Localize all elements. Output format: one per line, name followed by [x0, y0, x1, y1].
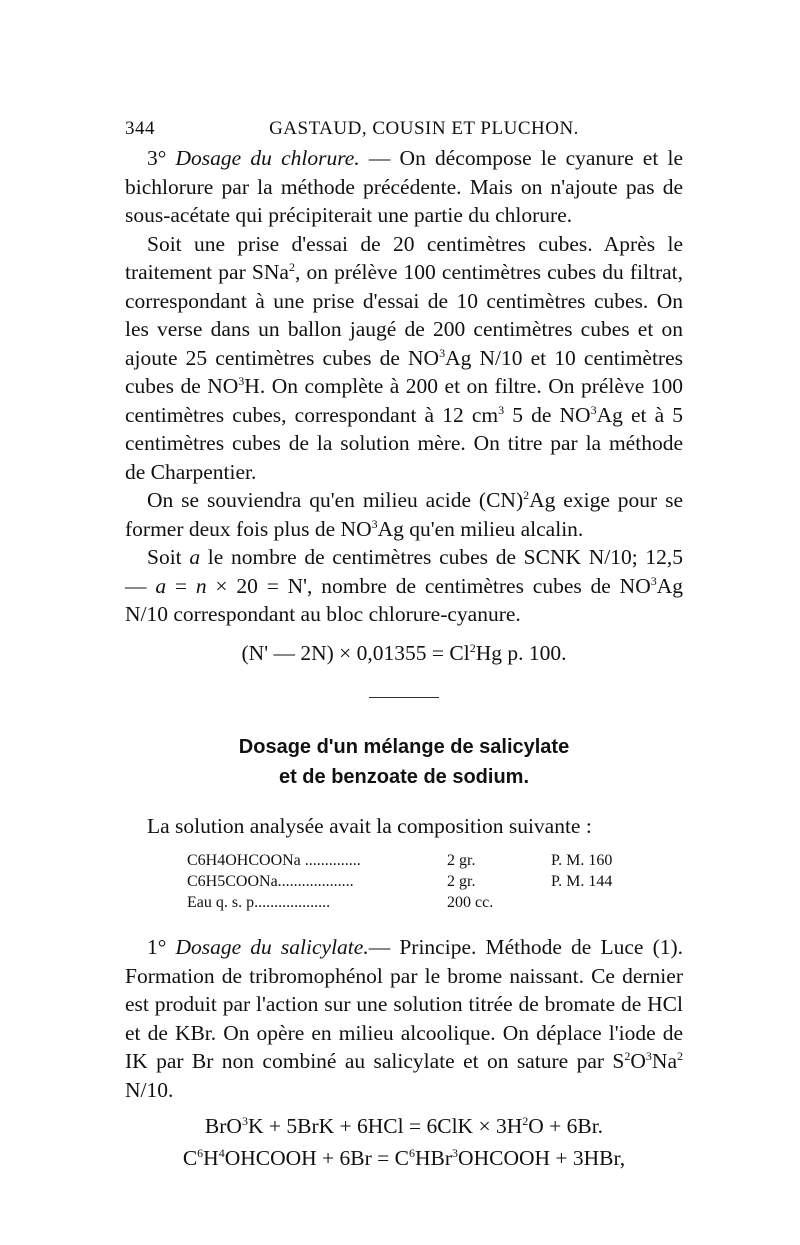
section-heading: Dosage d'un mélange de salicylate et de benzoate de sodium. — [238, 735, 570, 788]
composition-table — [187, 850, 683, 913]
paragraph-composition-intro: La solution analysée avait la composition suivante : — [147, 813, 592, 838]
page — [125, 118, 683, 1174]
paragraph-calculation: Soit a le nombre de centimètres cubes de SCNK N/10; 12,5 — a = n × 20 = N', nombre de centimètres cubes de $NO^3Ag$ N/10 correspondant au bloc chlorure-cyanure. — [125, 545, 683, 626]
paragraph-procedure: Soit une prise d'essai de 20 centimètres cubes. Après le traitement par SNa$^2$, on prélève 100 centimètres cubes du filtrat, correspondant à une prise d'essai de 10 centimètres cubes. On les verse dans un ballon jaugé de 200 centimètres cubes et on ajoute 25 centimètres cubes de $NO^3Ag$ N/10 et 10 centimètres cubes de $NO^3H$. On complète à 200 et on filtre. On prélève 100 centimètres cubes, correspondant à 12 $cm^3$ 5 de $NO^3Ag$ et à 5 centimètres cubes de la solution mère. On titre par la méthode de Charpentier. — [125, 231, 684, 484]
equation-bromate: $BrO^3K + 5BrK + 6HCl = 6ClK \times 3H^2O + 6Br$. — [204, 1114, 604, 1138]
section-number: 3° — [147, 146, 176, 170]
equation-salicylic: $C^6H^4OHCOOH + 6Br$ = $C^6HBr^3OHCOOH + 3HBr$, — [182, 1146, 626, 1170]
subsection-title: Dosage du salicylate. — [175, 935, 369, 959]
section-title: Dosage du chlorure. — [175, 146, 360, 170]
table-row: C6H5COONa................... 2 gr. P. M. 144 — [187, 873, 613, 890]
paragraph-note: On se souviendra qu'en milieu acide (CN)$^2$Ag exige pour se former deux fois plus de $NO^3Ag$ qu'en milieu alcalin. — [125, 488, 684, 541]
paragraph-salicylate: 1° Dosage du salicylate.— Principe. Méthode de Luce (1). Formation de tribromophénol par le brome naissant. Ce dernier est produit par l'action sur une solution titrée de bromate de HCl et de KBr. On opère en milieu alcoolique. On déplace l'iode de IK par Br non combiné au salicylate et on sature par $S^2O^3Na^2$ N/10. — [125, 935, 684, 1102]
equation-chloride: (N' — $2N) \times 0,01355 = Cl^2Hg$ p. 100. — [241, 640, 567, 665]
table-row: Eau q. s. p................... 200 cc. — [187, 894, 494, 911]
running-header — [125, 118, 683, 144]
paragraph-section3-intro: 3° Dosage du chlorure. — On décompose le cyanure et le bichlorure par la méthode précédente. Mais on n'ajoute pas de sous-acétate qui précipiterait une partie du chlorure. — [125, 146, 683, 227]
table-row: C6H4OHCOONa .............. 2 gr. P. M. 160 — [187, 852, 613, 869]
page-number: 344 — [125, 118, 155, 139]
section-divider — [369, 697, 439, 698]
running-title: GASTAUD, COUSIN ET PLUCHON. — [269, 118, 579, 139]
